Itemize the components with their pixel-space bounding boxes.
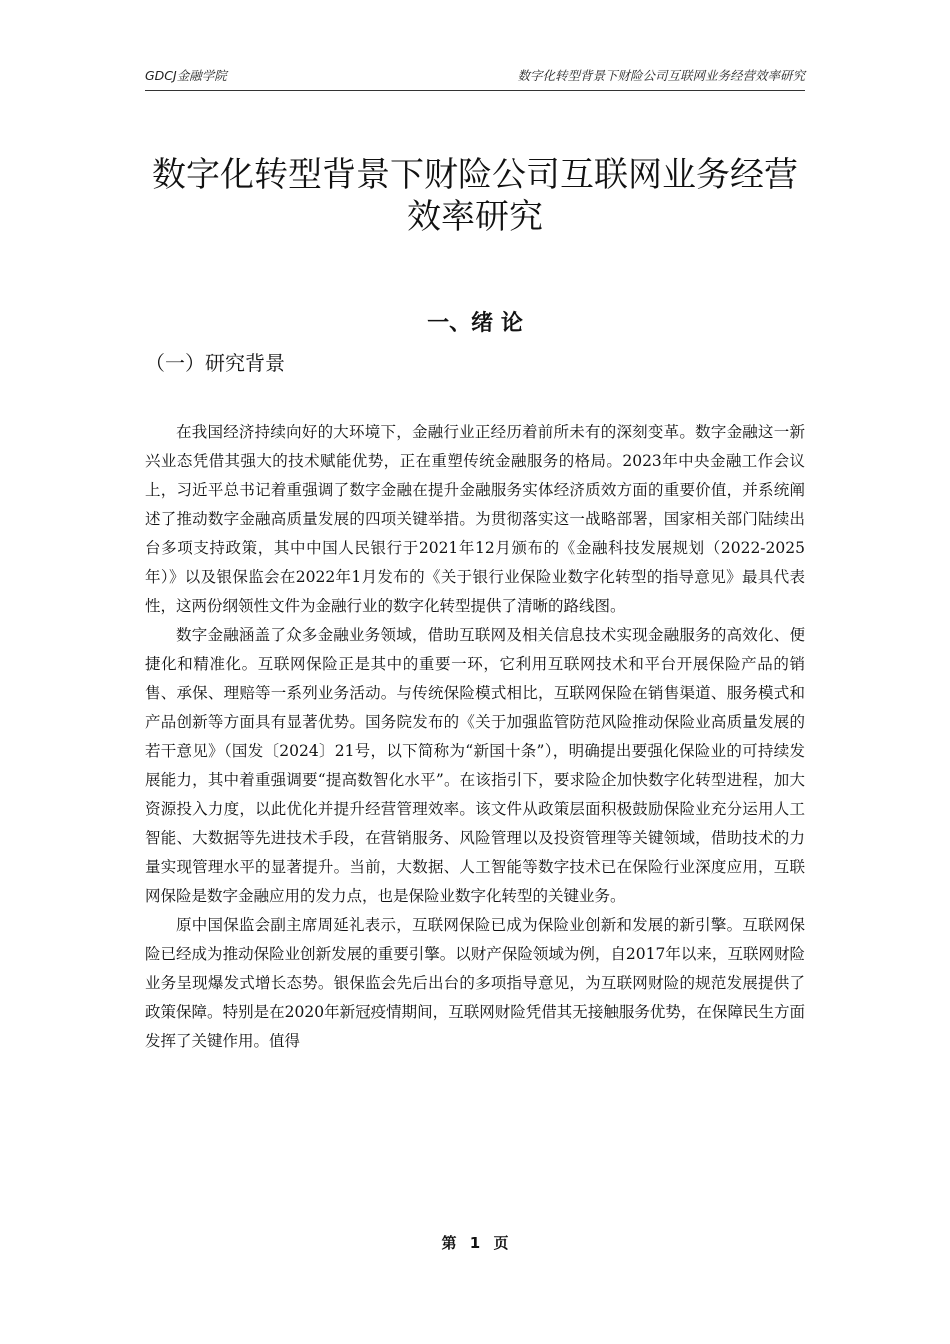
- paragraph: 数字金融涵盖了众多金融业务领域，借助互联网及相关信息技术实现金融服务的高效化、便捷化和精准化。互联网保险正是其中的重要一环，它利用互联网技术和平台开展保险产品的销售、承保、理赔等一系列业务活动。与传统保险模式相比，互联网保险在销售渠道、服务模式和产品创新等方面具有显著优势。国务院发布的《关于加强监管防范风险推动保险业高质量发展的若干意见》（国发〔2024〕21号，以下简称为“新国十条”），明确提出要强化保险业的可持续发展能力，其中着重强调要“提高数智化水平”。在该指引下，要求险企加快数字化转型进程，加大资源投入力度，以此优化并提升经营管理效率。该文件从政策层面积极鼓励保险业充分运用人工智能、大数据等先进技术手段，在营销服务、风险管理以及投资管理等关键领域，借助技术的力量实现管理水平的显著提升。当前，大数据、人工智能等数字技术已在保险行业深度应用，互联网保险是数字金融应用的发力点，也是保险业数字化转型的关键业务。: [145, 626, 805, 905]
- paragraph: 原中国保监会副主席周延礼表示，互联网保险已成为保险业创新和发展的新引擎。互联网保险已经成为推动保险业创新发展的重要引擎。以财产保险领域为例，自2017年以来，互联网财险业务呈现爆发式增长态势。银保监会先后出台的多项指导意见，为互联网财险的规范发展提供了政策保障。特别是在2020年新冠疫情期间，互联网财险凭借其无接触服务优势，在保障民生方面发挥了关键作用。值得: [145, 916, 805, 1050]
- sub-heading: （一）研究背景: [145, 351, 285, 375]
- page-header: [145, 66, 805, 88]
- title-line-1: 数字化转型背景下财险公司互联网业务经营: [152, 155, 798, 195]
- footer-suffix: 页: [493, 1234, 509, 1252]
- header-divider: [145, 90, 805, 91]
- page-footer: [145, 1232, 805, 1254]
- header-institution: GDCJ金融学院: [145, 68, 227, 83]
- title-line-2: 效率研究: [407, 197, 543, 237]
- footer-prefix: 第: [441, 1234, 457, 1252]
- body-text: [145, 418, 805, 1056]
- section-heading: 一、绪 论: [427, 311, 523, 336]
- header-running-title: 数字化转型背景下财险公司互联网业务经营效率研究: [517, 68, 805, 83]
- paragraph: 在我国经济持续向好的大环境下，金融行业正经历着前所未有的深刻变革。数字金融这一新兴业态凭借其强大的技术赋能优势，正在重塑传统金融服务的格局。2023年中央金融工作会议上，习近平总书记着重强调了数字金融在提升金融服务实体经济质效方面的重要价值，并系统阐述了推动数字金融高质量发展的四项关键举措。为贯彻落实这一战略部署，国家相关部门陆续出台多项支持政策，其中中国人民银行于2021年12月颁布的《金融科技发展规划（2022-2025年）》以及银保监会在2022年1月发布的《关于银行业保险业数字化转型的指导意见》最具代表性，这两份纲领性文件为金融行业的数字化转型提供了清晰的路线图。: [145, 423, 805, 615]
- document-title: [120, 154, 830, 238]
- page-number: 1: [469, 1234, 481, 1252]
